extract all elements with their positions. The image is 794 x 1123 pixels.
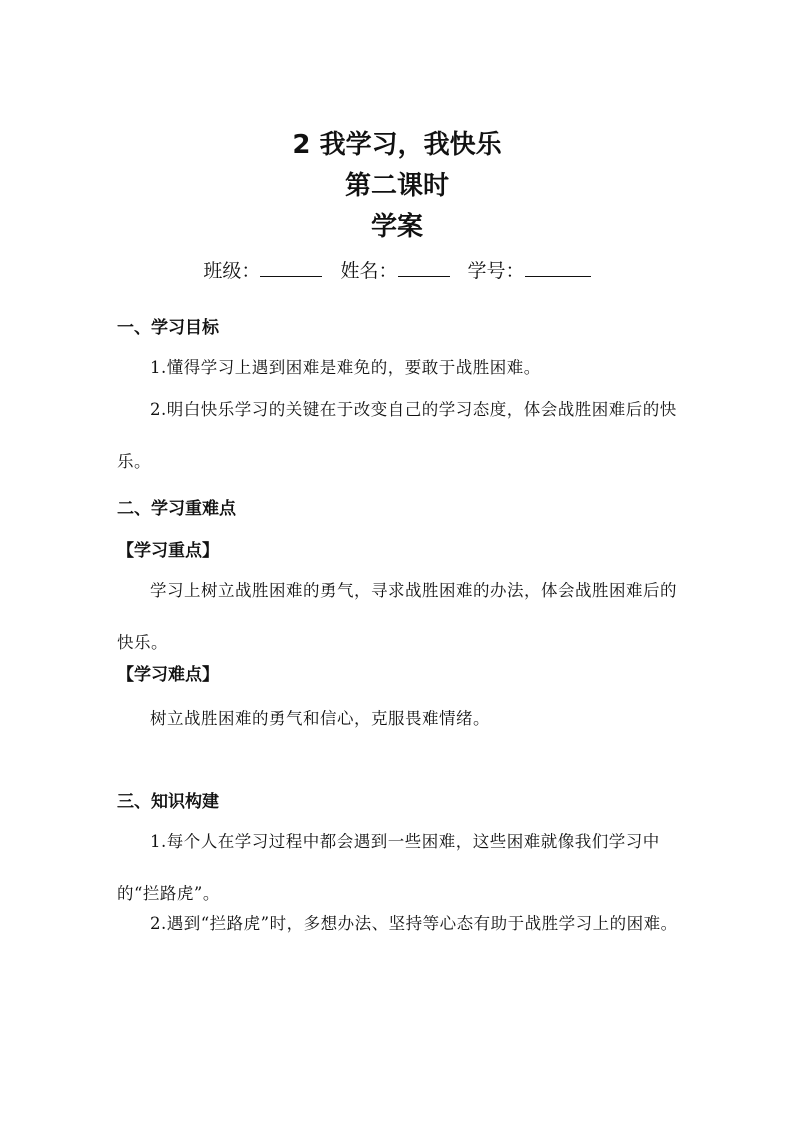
section-heading-goals: 一、学习目标 [117, 318, 219, 338]
difficult-point-text: 树立战胜困难的勇气和信心，克服畏难情绪。 [150, 709, 490, 728]
title-type: 学案 [370, 212, 423, 242]
section-heading-key-points: 二、学习重难点 [117, 499, 236, 519]
name-label: 姓名： [340, 260, 398, 282]
title-period: 第二课时 [344, 171, 449, 201]
name-blank[interactable] [398, 258, 450, 277]
student-info-line [0, 256, 794, 286]
title-lesson: 2 我学习，我快乐 [292, 130, 502, 160]
number-blank[interactable] [525, 258, 591, 277]
number-label: 学号： [467, 260, 525, 282]
knowledge-item-2: 2.遇到“拦路虎”时，多想办法、坚持等心态有助于战胜学习上的困难。 [150, 914, 678, 933]
key-point-text: 学习上树立战胜困难的勇气，寻求战胜困难的办法，体会战胜困难后的快乐。 [117, 581, 677, 652]
goal-item-2: 2.明白快乐学习的关键在于改变自己的学习态度，体会战胜困难后的快乐。 [117, 400, 677, 471]
goal-item-1: 1.懂得学习上遇到困难是难免的，要敢于战胜困难。 [150, 358, 541, 377]
class-label: 班级： [203, 260, 261, 282]
difficult-point-label: 【学习难点】 [117, 665, 219, 685]
class-blank[interactable] [260, 258, 322, 277]
knowledge-item-1: 1.每个人在学习过程中都会遇到一些困难，这些困难就像我们学习中的“拦路虎”。 [117, 832, 660, 903]
section-heading-knowledge: 三、知识构建 [117, 792, 219, 812]
key-point-label: 【学习重点】 [117, 541, 219, 561]
